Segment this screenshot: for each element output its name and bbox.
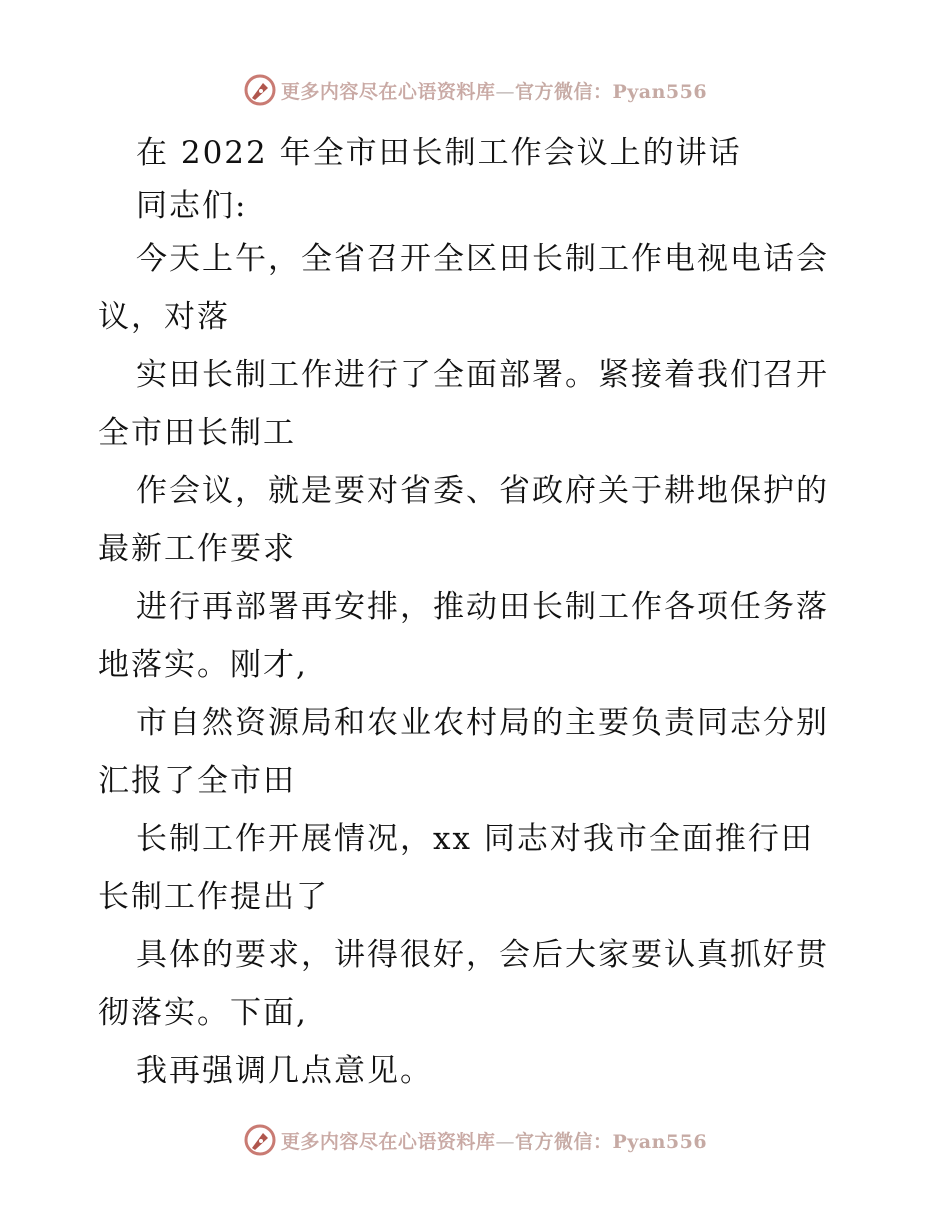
paragraph-line: 长制工作开展情况，xx 同志对我市全面推行田 [136,821,814,857]
watermark-separator: — [495,1130,515,1153]
paragraph-line: 市自然资源局和农业农村局的主要负责同志分别 [136,705,829,741]
paragraph-line: 地落实。刚才, [98,647,308,683]
paragraph-line: 我再强调几点意见。 [136,1053,433,1089]
paragraph-line: 最新工作要求 [98,531,296,567]
paragraph-line: 议，对落 [98,299,230,335]
watermark-separator: — [495,80,515,103]
watermark-text [281,77,707,104]
watermark-brand: 更多内容尽在心语资料库 [280,1130,496,1153]
footer-watermark [0,1120,950,1160]
document-body [98,124,858,1100]
watermark-wechat: 官方微信：Pyan556 [514,1130,708,1153]
paragraph-line: 具体的要求，讲得很好，会后大家要认真抓好贯 [136,937,829,973]
salutation: 同志们: [136,188,248,224]
paragraph-line: 实田长制工作进行了全面部署。紧接着我们召开 [136,357,829,393]
watermark-brand: 更多内容尽在心语资料库 [280,80,496,103]
paragraph-line: 彻落实。下面, [98,995,308,1031]
header-watermark [0,70,950,110]
watermark-wechat: 官方微信：Pyan556 [514,80,708,103]
watermark-text [281,1127,707,1154]
pen-nib-logo-icon [243,1123,277,1157]
pen-nib-logo-icon [243,73,277,107]
document-title: 在 2022 年全市田长制工作会议上的讲话 [136,135,742,171]
paragraph-line: 长制工作提出了 [98,879,329,915]
paragraph-line: 今天上午，全省召开全区田长制工作电视电话会 [136,241,829,277]
paragraph-line: 全市田长制工 [98,415,296,451]
paragraph-line: 作会议，就是要对省委、省政府关于耕地保护的 [136,473,829,509]
paragraph-line: 进行再部署再安排，推动田长制工作各项任务落 [136,589,829,625]
paragraph-line: 汇报了全市田 [98,763,296,799]
